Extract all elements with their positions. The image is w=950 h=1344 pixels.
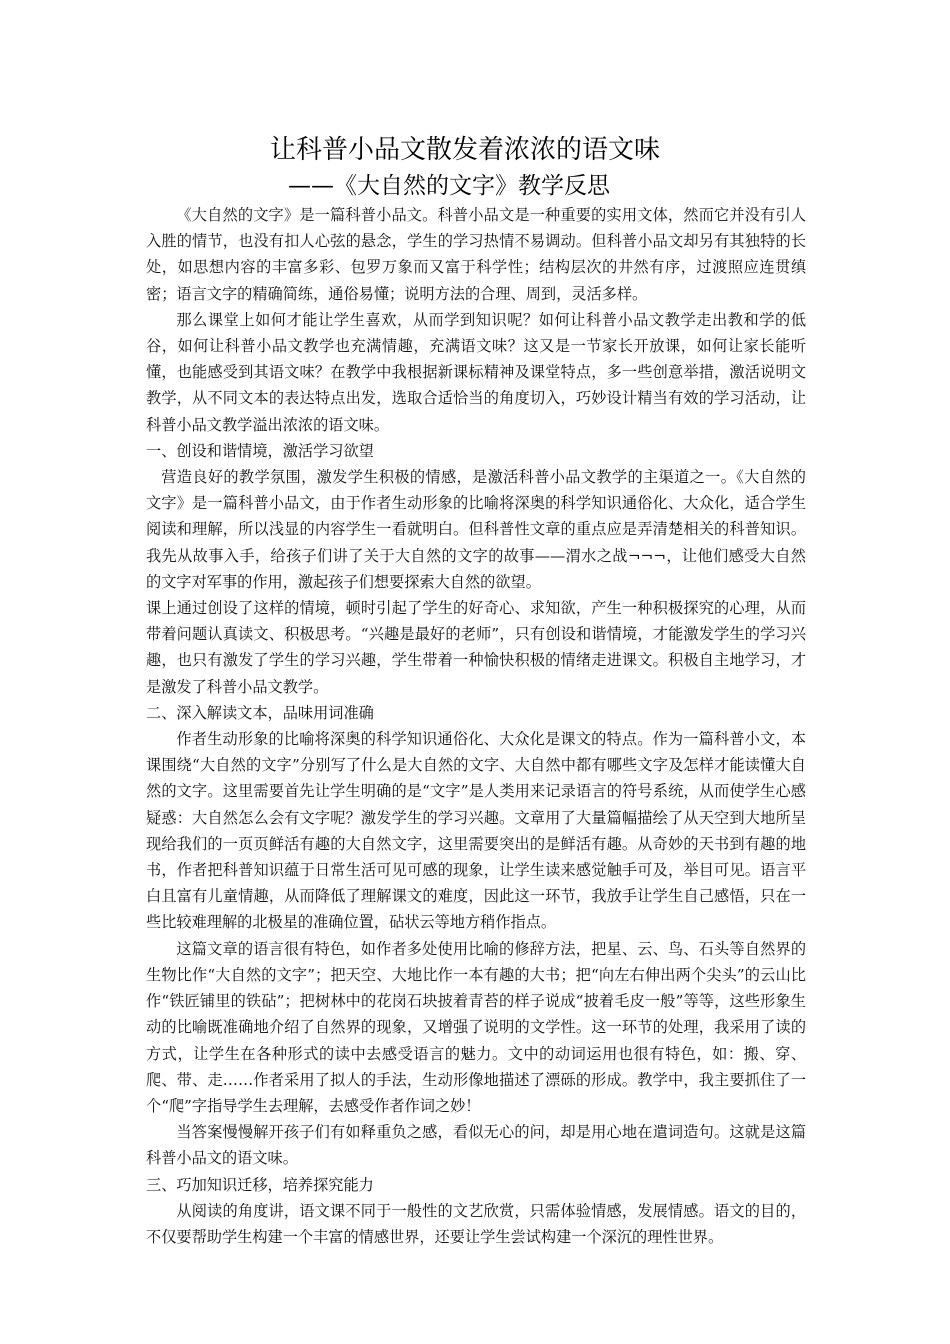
paragraph-section2-b: 这篇文章的语言很有特色，如作者多处使用比喻的修辞方法，把星、云、鸟、石头等自然界的生物比作“大自然的文字”；把天空、大地比作一本有趣的大书；把“向左右伸出两个尖头”的云山比作“铁匠铺里的铁砧”；把树林中的花岗石块披着青苔的样子说成“披着毛皮一般”等等，这些形象生动的比喻既准确地介绍了自然界的现象，又增强了说明的文学性。这一环节的处理，我采用了读的方式，让学生在各种形式的读中去感受语言的魅力。文中的动词运用也很有特色，如：搬、穿、爬、带、走……作者采用了拟人的手法，生动形像地描述了漂砾的形成。教学中，我主要抓住了一个“爬”字指导学生去理解，去感受作者作词之妙！: [146, 939, 806, 1115]
paragraph-section2-c: 当答案慢慢解开孩子们有如释重负之感，看似无心的问，却是用心地在遣词造句。这就是这篇科普小品文的语文味。: [146, 1123, 806, 1168]
paragraph-question: 那么课堂上如何才能让学生喜欢，从而学到知识呢？如何让科普小品文教学走出教和学的低谷，如何让科普小品文教学也充满情趣，充满语文味？这又是一节家长开放课，如何让家长能听懂，也能感受到其语文味？在教学中我根据新课标精神及课堂特点，多一些创意举措，激活说明文教学，从不同文本的表达特点出发，选取合适恰当的角度切入，巧妙设计精当有效的学习活动，让科普小品文教学溢出浓浓的语文味。: [146, 310, 806, 434]
section-heading-2: 二、深入解读文本，品味用词准确: [146, 703, 374, 722]
paragraph-intro: 《大自然的文字》是一篇科普小品文。科普小品文是一种重要的实用文体，然而它并没有引人入胜的情节，也没有扣人心弦的悬念，学生的学习热情不易调动。但科普小品文却另有其独特的长处，如思想内容的丰富多彩、包罗万象而又富于科学性；结构层次的井然有序，过渡照应连贯缜密；语言文字的精确简练，通俗易懂；说明方法的合理、周到，灵活多样。: [146, 206, 806, 303]
paragraph-section2-a: 作者生动形象的比喻将深奥的科学知识通俗化、大众化是课文的特点。作为一篇科普小文，本课围绕“大自然的文字”分别写了什么是大自然的文字、大自然中都有哪些文字及怎样才能读懂大自然的文字。这里需要首先让学生明确的是“文字”是人类用来记录语言的符号系统，从而使学生心感疑惑：大自然怎么会有文字呢？激发学生的学习兴趣。文章用了大量篇幅描绘了从天空到大地所呈现给我们的一页页鲜活有趣的大自然文字，这里需要突出的是鲜活有趣。从奇妙的天书到有趣的地书，作者把科普知识蕴于日常生活可见可感的现象，让学生读来感觉触手可及，举目可见。语言平白且富有儿童情趣，从而降低了理解课文的难度，因此这一环节，我放手让学生自己感悟，只在一些比较难理解的北极星的准确位置，砧状云等地方稍作指点。: [146, 730, 806, 932]
document-body: [146, 202, 806, 1250]
document-title: 让科普小品文散发着浓浓的语文味: [269, 135, 660, 165]
section-heading-1: 一、创设和谐情境，激活学习欲望: [146, 441, 374, 460]
paragraph-section1-a: 营造良好的教学氛围，激发学生积极的情感，是激活科普小品文教学的主渠道之一。《大自然的文字》是一篇科普小品文，由于作者生动形象的比喻将深奥的科学知识通俗化、大众化，适合学生阅读和理解，所以浅显的内容学生一看就明白。但科普性文章的重点应是弄清楚相关的科普知识。我先从故事入手，给孩子们讲了关于大自然的文字的故事——渭水之战¬¬¬，让他们感受大自然的文字对军事的作用，激起孩子们想要探索大自然的欲望。: [146, 468, 806, 591]
document-subtitle: ——《大自然的文字》教学反思: [288, 173, 610, 199]
paragraph-section1-b: 课上通过创设了这样的情境，顿时引起了学生的好奇心、求知欲，产生一种积极探究的心理，从而带着问题认真读文、积极思考。“兴趣是最好的老师”，只有创设和谐情境，才能激发学生的学习兴趣，也只有激发了学生的学习兴趣，学生带着一种愉快积极的情绪走进课文。积极自主地学习，才是激发了科普小品文教学。: [146, 599, 806, 696]
section-heading-3: 三、巧加知识迁移，培养探究能力: [146, 1175, 374, 1194]
paragraph-section3-a: 从阅读的角度讲，语文课不同于一般性的文艺欣赏，只需体验情感，发展情感。语文的目的，不仅要帮助学生构建一个丰富的情感世界，还要让学生尝试构建一个深沉的理性世界。: [146, 1201, 806, 1246]
